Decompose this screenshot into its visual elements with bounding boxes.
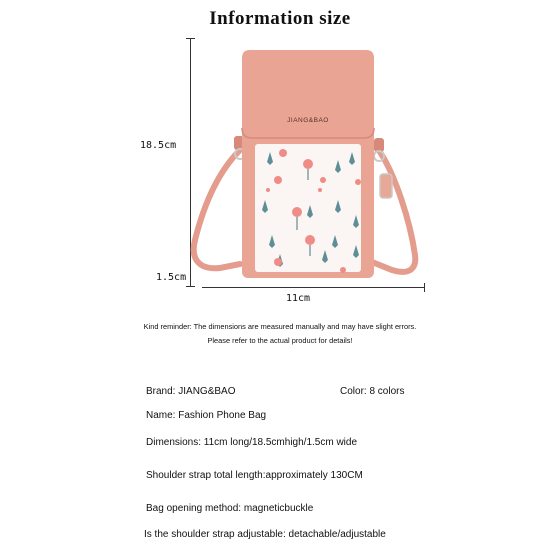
- width-label: 11cm: [286, 293, 311, 304]
- spec-adjustable: Is the shoulder strap adjustable: detachable/adjustable: [144, 529, 386, 540]
- spec-brand: Brand: JIANG&BAO: [146, 386, 236, 397]
- spec-name: Name: Fashion Phone Bag: [146, 410, 267, 421]
- height-label: 18.5cm: [140, 140, 177, 151]
- strap-buckle-right: [374, 138, 384, 152]
- notice-line-1: Kind reminder: The dimensions are measured manually and may have slight errors.: [143, 322, 417, 331]
- phone-bag-illustration: [160, 40, 440, 300]
- spec-strap-length: Shoulder strap total length:approximately 130CM: [146, 470, 363, 481]
- bag-brand-logo: JIANG&BAO: [287, 117, 329, 124]
- bag-flap: [242, 50, 374, 138]
- strap-adjuster: [380, 174, 392, 198]
- spec-color: Color: 8 colors: [340, 386, 405, 397]
- spec-dimensions: Dimensions: 11cm long/18.5cmhigh/1.5cm wide: [146, 437, 358, 448]
- height-dimension-tick-top: [186, 38, 195, 39]
- spec-opening: Bag opening method: magneticbuckle: [146, 503, 314, 514]
- depth-label: 1.5cm: [156, 272, 187, 283]
- page-title: Information size: [209, 8, 351, 29]
- notice-line-2: Please refer to the actual product for details!: [207, 336, 353, 345]
